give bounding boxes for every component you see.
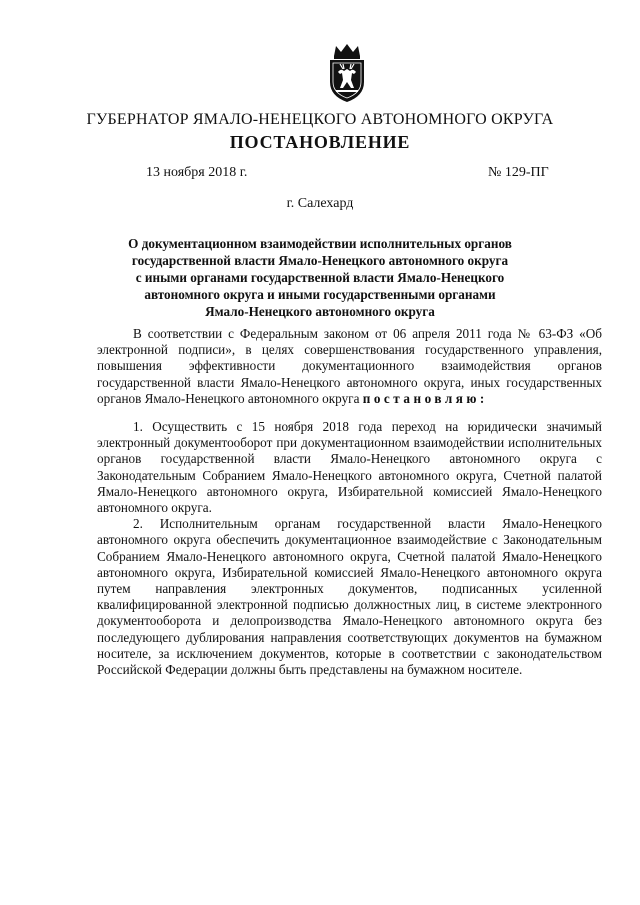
preamble-text: В соответствии с Федеральным законом от 06 апреля 2011 года № 63-ФЗ «Об электронной подписи», в целях совершенствования государственного управления, повышения эффективности документационного взаимодействия органов государственной власти Ямало-Ненецкого автономного округа, иных государственных органов Ямало-Ненецкого автономного округа (97, 326, 602, 406)
title-line: автономного округа и иными государственными органами (144, 287, 496, 302)
preamble-paragraph (97, 326, 602, 407)
title-line: государственной власти Ямало-Ненецкого автономного округа (131, 253, 509, 268)
issuer-heading: ГУБЕРНАТОР ЯМАЛО-НЕНЕЦКОГО АВТОНОМНОГО ОКРУГА (86, 111, 554, 128)
item-1-paragraph: 1. Осуществить с 15 ноября 2018 года переход на юридически значимый электронный документооборот при документационном взаимодействии исполнительных органов государственной власти Ямало-Ненецкого автономного округа с Законодательным Собранием Ямало-Ненецкого автономного округа, Счетной палатой Ямало-Ненецкого автономного округа, Избирательной комиссией Ямало-Ненецкого автономного округа. (97, 419, 602, 516)
title-line: Ямало-Ненецкого автономного округа (205, 304, 435, 319)
document-number: № 129-ПГ (488, 165, 549, 180)
document-body (97, 326, 602, 678)
decree-word: постановляю: (362, 390, 488, 406)
document-type-heading: ПОСТАНОВЛЕНИЕ (229, 132, 411, 152)
document-date: 13 ноября 2018 г. (146, 165, 248, 180)
title-line: с иными органами государственной власти Ямало-Ненецкого (135, 270, 505, 285)
document-title (120, 235, 520, 320)
item-2-paragraph: 2. Исполнительным органам государственной власти Ямало-Ненецкого автономного округа обеспечить документационное взаимодействие с Законодательным Собранием Ямало-Ненецкого автономного округа, Счетной палатой Ямало-Ненецкого автономного округа, Избирательной комиссией Ямало-Ненецкого автономного округа путем направления электронных документов, подписанных усиленной квалифицированной электронной подписью должностных лиц, в системе электронного документооборота и делопроизводства Ямало-Ненецкого автономного округа без последующего дублирования направления соответствующих документов на бумажном носителе, за исключением документов, которые в соответствии с законодательством Российской Федерации должны быть представлены на бумажном носителе. (97, 516, 602, 678)
document-city: г. Салехард (286, 196, 354, 211)
title-line: О документационном взаимодействии исполнительных органов (128, 236, 512, 251)
coat-of-arms-emblem-icon (324, 42, 370, 104)
